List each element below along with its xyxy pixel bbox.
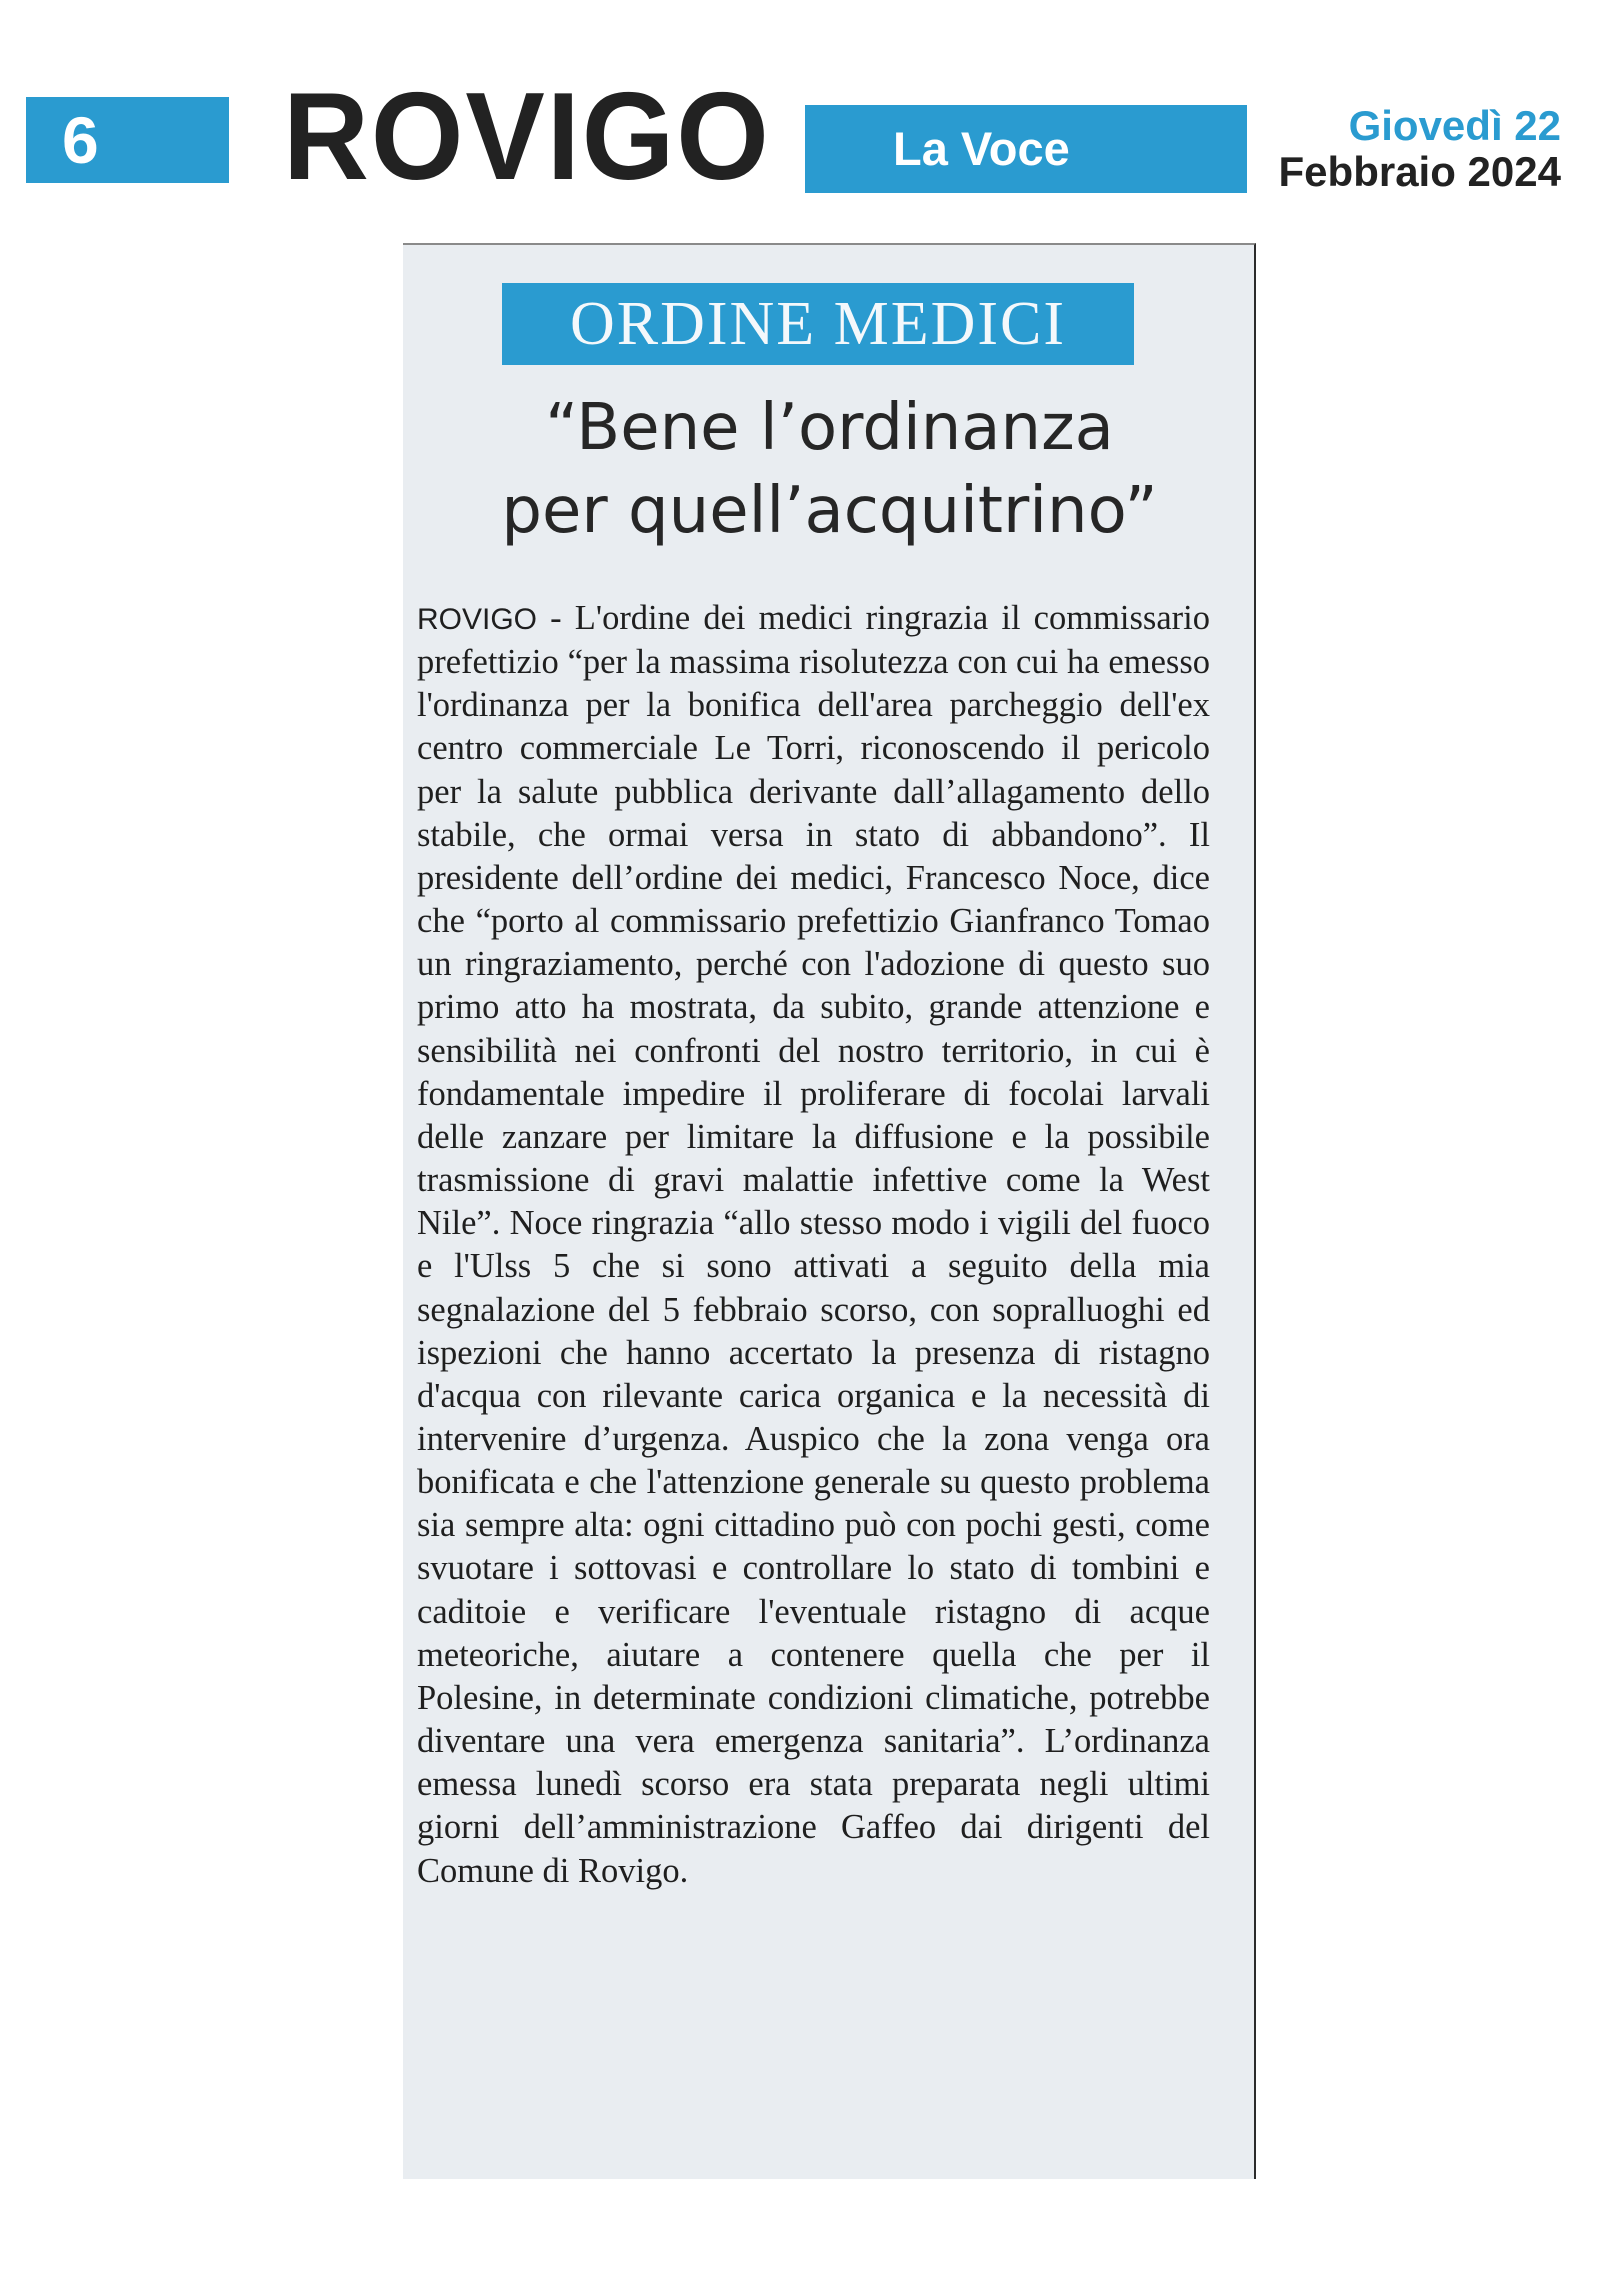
newspaper-banner — [805, 105, 1247, 193]
newspaper-name: La Voce — [893, 122, 1070, 175]
issue-day: Giovedì 22 — [1348, 102, 1561, 149]
section-title: ROVIGO — [283, 68, 771, 206]
headline-line-1: “Bene l’ordinanza — [545, 391, 1114, 465]
article-body-text: - L'ordine dei medici ringrazia il commissario prefettizio “per la massima risolutezza con cui ha emesso l'ordinanza per la bonifica dell'area parcheggio dell'ex centro commerciale Le Torri, riconoscendo il pericolo per la salute pubblica derivante dall’allagamento dello stabile, che ormai versa in stato di abbandono”. Il presidente dell’ordine dei medici, Francesco Noce, dice che “porto al commissario prefettizio Gianfranco Tomao un ringraziamento, perché con l'adozione di questo suo primo atto ha mostrata, da subito, grande attenzione e sensibilità nei confronti del nostro territorio, in cui è fondamentale impedire il proliferare di focolai larvali delle zanzare per limitare la diffusione e la possibile trasmissione di gravi malattie infettive come la West Nile”. Noce ringrazia “allo stesso modo i vigili del fuoco e l'Ulss 5 che si sono attivati a seguito della mia segnalazione del 5 febbraio scorso, con sopralluoghi ed ispezioni che hanno accertato la presenza di ristagno d'acqua con rilevante carica organica e la necessità di intervenire d’urgenza. Auspico che la zona venga ora bonificata e che l'attenzione generale su questo problema sia sempre alta: ogni cittadino può con pochi gesti, come svuotare i sottovasi e controllare lo stato di tombini e caditoie e verificare l'eventuale ristagno di acque meteoriche, aiutare a contenere quella che per il Polesine, in determinate condizioni climatiche, potrebbe diventare una vera emergenza sanitaria”. L’ordinanza emessa lunedì scorso era stata preparata negli ultimi giorni dell’amministrazione Gaffeo dai dirigenti del Comune di Rovigo. — [417, 599, 1210, 1890]
article-clipping — [403, 243, 1256, 2179]
kicker-banner — [502, 283, 1134, 365]
issue-month-year: Febbraio 2024 — [1278, 148, 1561, 195]
article-dateline: ROVIGO — [417, 603, 538, 636]
page-number-badge: 6 — [26, 97, 229, 183]
headline-line-2: per quell’acquitrino” — [501, 474, 1158, 548]
article-headline — [403, 387, 1256, 553]
article-kicker: ORDINE MEDICI — [569, 290, 1067, 358]
issue-date — [1279, 104, 1561, 196]
article-body — [417, 597, 1210, 1893]
